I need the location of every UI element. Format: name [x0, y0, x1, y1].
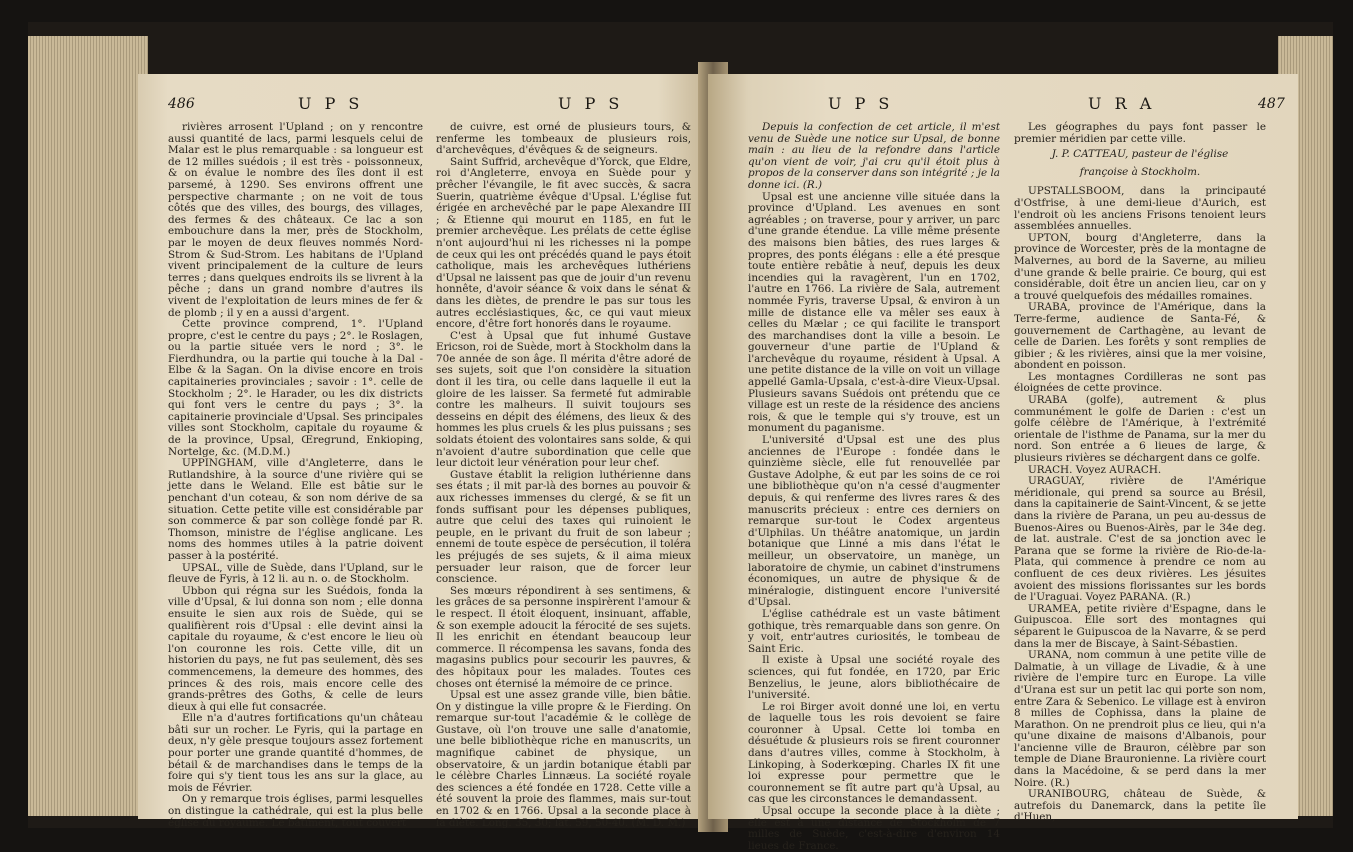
paragraph: Saint Suffrid, archevêque d'Yorck, que Eldre, roi d'Angleterre, envoya en Suède pour y prêcher l'évangile, le fit avec succès, & sacra Suerin, quatrième évêque d'Upsal. L'église fut érigée en archevêché par le pape Alexandre III ; & Etienne qui mourut en 1185, en fut le premier archevêque. Les prélats de cette église n'ont aujourd'hui ni les richesses ni la pompe de ceux qui les ont précédés quand le pays étoit catholique, mais les archevêques luthériens d'Upsal ne laissent pas que de jouir d'un revenu honnête, d'avoir séance & voix dans le sénat & dans les diètes, de prendre le pas sur tous les autres ecclésiastiques, &c, ce qui vaut mieux encore, d'être fort honorés dans le royaume.: [436, 155, 691, 331]
paragraph: Depuis la confection de cet article, il m'est venu de Suède une notice sur Upsal, de bonne main : au lieu de la refondre dans l'article qu'on vient de voir, j'ai cru qu'il étoit plus à propos de la conserver dans son intégrité ; je la donne ici. (R.): [748, 121, 1000, 191]
left-column-2: [436, 122, 691, 829]
right-column-1: [748, 122, 1000, 852]
paragraph: Upsal est une ancienne ville située dans la province d'Upland. Les avenues en sont agréables ; on traverse, pour y arriver, un parc d'une grande étendue. La ville même présente des maisons bien bâties, des rues larges & propres, des ponts élégans : elle a été presque toute entière rebâtie à neuf, depuis les deux incendies qui la ravagèrent, l'un en 1702, l'autre en 1766. La rivière de Sala, autrement nommée Fyris, traverse Upsal, & environ à un mille de distance elle va mêler ses eaux à celles du Mælar ; ce qui facilite le transport des marchandises dont la ville a besoin. Le gouverneur d'une partie de l'Upland & l'archevêque du royaume, résident à Upsal. A une petite distance de la ville on voit un village appellé Gamla-Upsala, c'est-à-dire Vieux-Upsal. Plusieurs savans Suédois ont prétendu que ce village est un reste de la résidence des anciens rois, & que le temple qui s'y trouve, est un monument du paganisme.: [748, 190, 1000, 435]
paragraph: URABA, province de l'Amérique, dans la Terre-ferme, audience de Santa-Fé, & gouvernement de Carthagène, au levant de celle de Darien. Les forêts y sont remplies de gibier ; & les rivières, ainsi que la mer voisine, abondent en poisson.: [1014, 301, 1266, 372]
paragraph: françoise à Stockholm.: [1079, 165, 1201, 178]
left-page: [138, 74, 718, 829]
paragraph: de cuivre, est orné de plusieurs tours, & renferme les tombeaux de plusieurs rois, d'archevêques, d'évêques & de seigneurs.: [436, 121, 691, 157]
paragraph: URANIBOURG, château de Suède, & autrefois du Danemarck, dans la petite île d'Huen,: [1014, 788, 1266, 824]
paragraph: Upsal est une assez grande ville, bien bâtie. On y distingue la ville propre & le Fierding. On remarque sur-tout l'académie & le collège de Gustave, où l'on trouve une salle d'anatomie, une belle bibliothèque riche en manuscrits, un magnifique cabinet de physique, un observatoire, & un jardin botanique établi par le célèbre Charles Linnæus. La société royale des sciences a été fondée en 1728. Cette ville a été souvent la proie des flammes, mais sur-tout en 1702 & en 1766. Upsal a la seconde place à la diète. Long. 35, 30; lat. 59, 50-40. (M. D. M.): [436, 689, 691, 829]
page-number-left: 486: [168, 96, 195, 112]
paragraph: Le roi Birger avoit donné une loi, en vertu de laquelle tous les rois devoient se faire couronner à Upsal. Cette loi tomba en désuétude & plusieurs rois se firent couronner dans d'autres villes, comme à Stockholm, à Linkoping, à Soderkœping. Charles IX fit une loi expresse pour permettre que le couronnement se fît autre part qu'à Upsal, au cas que les circonstances le demandassent.: [748, 700, 1000, 806]
paragraph: URANA, nom commun à une petite ville de Dalmatie, à un village de Livadie, & à une rivière de l'empire turc en Europe. La ville d'Urana est sur un petit lac qui porte son nom, entre Zara & Sebenico. Le village est à environ 8 milles de Cophissa, dans la plaine de Marathon. On ne prendroit plus ce lieu, qui n'a qu'une dixaine de maisons d'Albanois, pour l'ancienne ville de Brauron, célèbre par son temple de Diane Brauronienne. La rivière court dans la Macédoine, & se perd dans la mer Noire. (R.): [1014, 649, 1266, 789]
paragraph: UPSAL, ville de Suède, dans l'Upland, sur le fleuve de Fyris, à 12 li. au n. o. de Stockholm.: [168, 561, 423, 586]
running-head-left-2: U P S: [558, 94, 624, 113]
paragraph: URAMEA, petite rivière d'Espagne, dans le Guipuscoa. Elle sort des montagnes qui séparent le Guipuscoa de la Navarre, & se perd dans la mer de Biscaye, à Saint-Sébastien.: [1014, 602, 1266, 650]
paragraph: Elle n'a d'autres fortifications qu'un château bâti sur un rocher. Le Fyris, qui la partage en deux, n'y gèle presque toujours assez fortement pour porter une grande quantité d'hommes, de bétail & de marchandises dans le temps de la foire qui s'y tient tous les ans sur la glace, au mois de Février.: [168, 712, 423, 794]
running-head-right-2: U R A: [1088, 94, 1156, 113]
paragraph: Upsal occupe la seconde place à la diète ; elle est à une distance de Stockholm de 7 milles de Suède, c'est-à-dire d'environ 14 lieues de France.: [748, 805, 1000, 852]
paragraph: UPTON, bourg d'Angleterre, dans la province de Worcester, près de la montagne de Malvernes, au bord de la Saverne, au milieu d'une grande & belle prairie. Ce bourg, qui est considérable, doit être un ancien lieu, car on y a trouvé quelquefois des médailles romaines.: [1014, 231, 1266, 302]
paragraph: Ses mœurs répondirent à ses sentimens, & les grâces de sa personne inspirèrent l'amour & le respect. Il étoit éloquent, insinuant, affable, & son exemple adoucit la férocité de ses sujets. Il les enrichit en étendant beaucoup leur commerce. Il récompensa les savans, fonda des magasins publics pour secourir les pauvres, & des hôpitaux pour les malades. Toutes ces choses ont éternisé la mémoire de ce prince.: [436, 584, 691, 690]
open-book: [28, 22, 1333, 852]
paragraph: L'université d'Upsal est une des plus anciennes de l'Europe : fondée dans le quinzième siècle, elle fut renouvellée par Gustave Adolphe, & eut par les soins de ce roi une bibliothèque qu'on n'a cessé d'augmenter depuis, & qui renferme des livres rares & des manuscrits précieux : entre ces derniers on remarque sur-tout le Codex argenteus d'Ulphilas. Un théâtre anatomique, un jardin botanique que Linné a mis dans l'état le meilleur, un observatoire, un manège, un laboratoire de chymie, un cabinet d'instrumens économiques, un autre de physique & de minéralogie, distinguent encore l'université d'Upsal.: [748, 434, 1000, 609]
paragraph: Il existe à Upsal une société royale des sciences, qui fut fondée, en 1720, par Eric Benzelius, le jeune, alors bibliothécaire de l'université.: [748, 654, 1000, 702]
right-column-2: [1014, 122, 1266, 824]
paragraph: rivières arrosent l'Upland ; on y rencontre aussi quantité de lacs, parmi lesquels celui de Malar est le plus remarquable : sa longueur est de 12 milles suédois ; il est très - poissonneux, & on évalue le nombre des îles dont il est parsemé, à 1290. Ses environs offrent une perspective charmante ; on ne voit de tous côtés que des villes, des bourgs, des villages, des fermes & des châteaux. Ce lac a son embouchure dans la mer, près de Stockholm, par le moyen de deux fleuves nommés Nord-Strom & Sud-Strom. Les habitans de l'Upland vivent principalement de la culture de leurs terres ; dans quelques endroits ils se livrent à la pêche ; dans un grand nombre d'autres ils vivent de l'exploitation de leurs mines de fer & de plomb ; il y en a aussi d'argent.: [168, 121, 423, 319]
left-column-1: [168, 122, 423, 829]
paragraph: J. P. CATTEAU, pasteur de l'église: [1051, 148, 1229, 161]
paragraph: C'est à Upsal que fut inhumé Gustave Ericson, roi de Suède, mort à Stockholm dans la 70e année de son âge. Il mérita d'être adoré de ses sujets, soit que l'on considère la situation dont il les tira, ou celle dans laquelle il eut la gloire de les laisser. Sa fermeté fut admirable contre les malheurs. Il suivit toujours ses desseins en dépit des élémens, des lieux & des hommes les plus cruels & les plus puissans ; ses soldats étoient des volontaires sans solde, & qui n'avoient d'autre subordination que celle que leur dictoit leur vénération pour leur chef.: [436, 329, 691, 470]
page-edges-left: [28, 36, 148, 816]
paragraph: URABA (golfe), autrement & plus communément le golfe de Darien : c'est un golfe célèbre de l'Amérique, à l'extrémité orientale de l'isthme de Panama, sur la mer du nord. Son entrée a 6 lieues de large, & plusieurs rivières se déchargent dans ce golfe.: [1014, 394, 1266, 465]
paragraph: Ubbon qui régna sur les Suédois, fonda la ville d'Upsal, & lui donna son nom ; elle donna ensuite le sien aux rois de Suède, qui se qualifièrent rois d'Upsal : elle devint ainsi la capitale du royaume, & c'est encore le lieu où l'on couronne les rois. Cette ville, dit un historien du pays, ne fut pas seulement, dès ses commencemens, la demeure des hommes, des princes & des rois, mais encore celle des grands-prêtres des Goths, & celle de leurs dieux à qui elle fut consacrée.: [168, 584, 423, 713]
paragraph: On y remarque trois églises, parmi lesquelles on distingue la cathédrale, qui est la plus belle église du royaume. Le bâtiment, tout couvert: [168, 793, 423, 829]
paragraph: Les montagnes Cordilleras ne sont pas éloignées de cette province.: [1014, 370, 1266, 395]
paragraph: UPSTALLSBOOM, dans la principauté d'Ostfrise, à une demi-lieue d'Aurich, est l'endroit où les anciens Frisons tenoient leurs assemblées annuelles.: [1014, 185, 1266, 233]
running-head-right-1: U P S: [828, 94, 894, 113]
paragraph: UPPINGHAM, ville d'Angleterre, dans le Rutlandshire, à la source d'une rivière qui se jette dans le Weland. Elle est bâtie sur le penchant d'un coteau, & son nom dérive de sa situation. Cette petite ville est considérable par son commerce & par son collège fondé par R. Thomson, ministre de l'église anglicane. Les noms des hommes utiles à la patrie doivent passer à la postérité.: [168, 457, 423, 562]
right-page: [708, 74, 1298, 852]
paragraph: URAGUAY, rivière de l'Amérique méridionale, qui prend sa source au Brésil, dans la capitainerie de Saint-Vincent, & se jette dans la rivière de Parana, un peu au-dessus de Buenos-Aires ou Buenos-Airès, par le 34e deg. de lat. australe. C'est de sa jonction avec le Parana que se forme la rivière de Rio-de-la-Plata, qui commence à prendre ce nom au confluent de ces deux rivières. Les jésuites avoient des missions florissantes sur les bords de l'Uraguai. Voyez PARANA. (R.): [1014, 475, 1266, 604]
paragraph: L'église cathédrale est un vaste bâtiment gothique, très remarquable dans son genre. On y voit, entr'autres curiosités, le tombeau de Saint Eric.: [748, 607, 1000, 655]
running-head-left-1: U P S: [298, 94, 364, 113]
paragraph: Cette province comprend, 1°. l'Upland propre, c'est le centre du pays ; 2°. le Roslagen, ou la partie située vers le nord ; 3°. le Fierdhundra, ou la partie qui touche à la Dal - Elbe & la Sagan. On la divise encore en trois capitaineries provinciales ; savoir : 1°. celle de Stockholm ; 2°. le Harader, ou les dix districts qui font vers le centre du pays ; 3°. la capitainerie provinciale d'Upsal. Ses principales villes sont Stockholm, capitale du royaume & de la province, Upsal, Œregrund, Enkioping, Nortelge, &c. (M.D.M.): [168, 318, 423, 458]
paragraph: Gustave établit la religion luthérienne dans ses états ; il mit par-là des bornes au pouvoir & aux richesses immenses du clergé, & se fit un fonds suffisant pour les dépenses publiques, autre que celui des taxes qui ruinoient le peuple, en le privant du fruit de son labeur ; ennemi de toute espèce de persécution, il toléra les préjugés de ses sujets, & il aima mieux persuader leur raison, que de forcer leur conscience.: [436, 468, 691, 586]
page-number-right: 487: [1258, 96, 1285, 112]
paragraph: URACH. Voyez AURACH.: [1028, 463, 1162, 476]
paragraph: Les géographes du pays font passer le premier méridien par cette ville.: [1014, 121, 1266, 145]
